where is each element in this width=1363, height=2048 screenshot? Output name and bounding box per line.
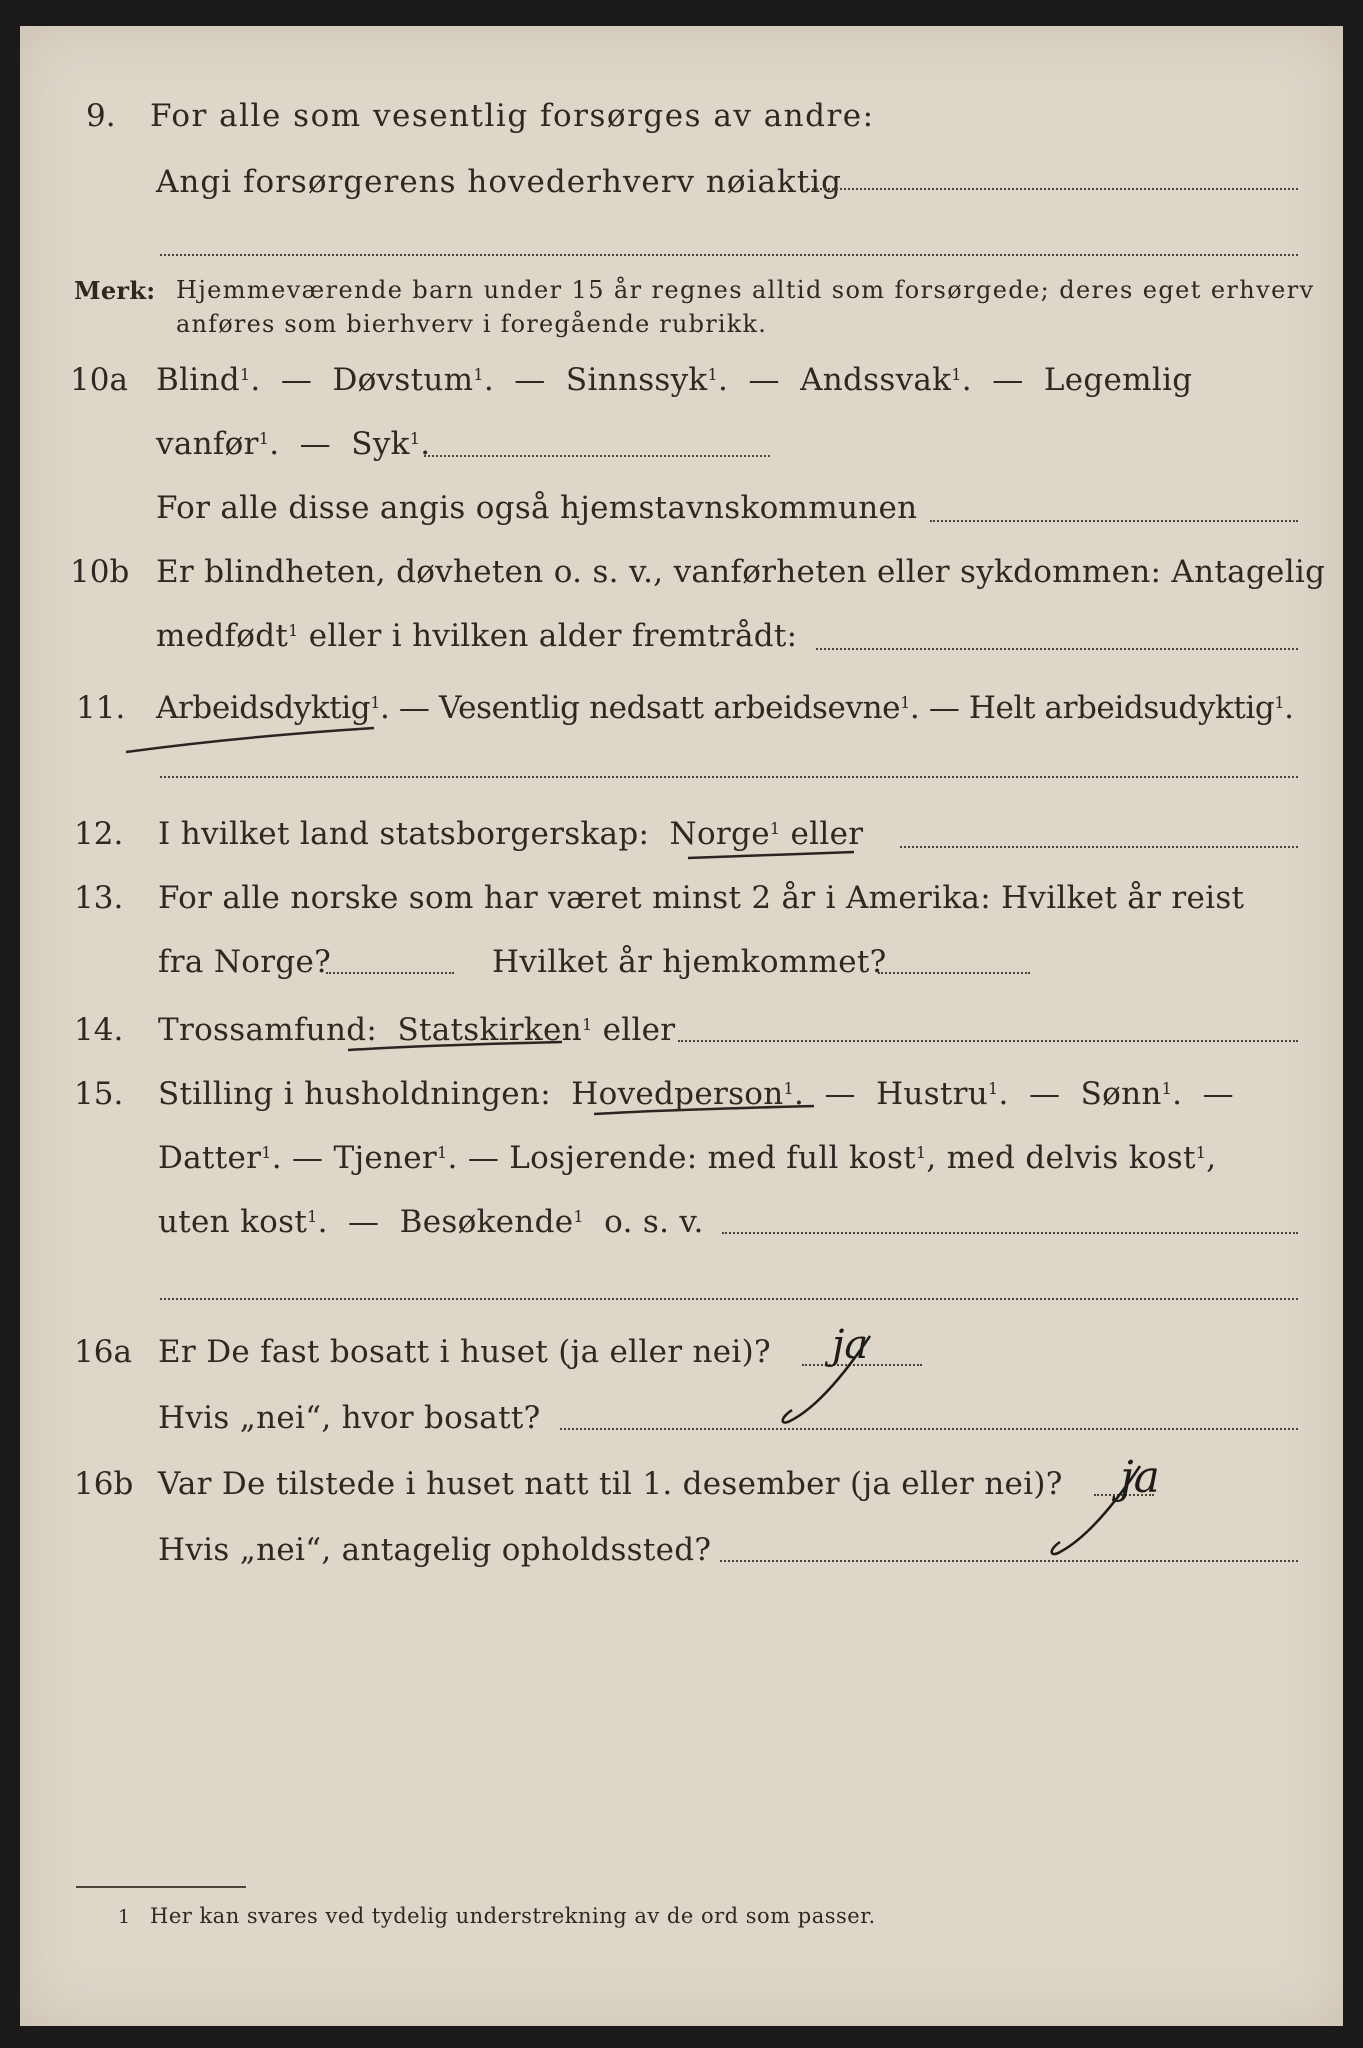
q16a-number: 16a [74, 1334, 132, 1370]
q10a-row2: vanfør$^1$. — Syk$^1$. [156, 426, 431, 462]
q10a-vanfor[interactable]: vanfør [156, 426, 259, 462]
q14-eller: eller [602, 1012, 676, 1048]
q13-line1: For alle norske som har været minst 2 år i Amerika: Hvilket år reist [158, 880, 1245, 916]
footnote-text: Her kan svares ved tydelig understrekning av de ord som passer. [150, 1904, 876, 1928]
q10b-line1: Er blindheten, døvheten o. s. v., vanførheten eller sykdommen: Antagelig [156, 554, 1326, 590]
q14-row: Trossamfund: Statskirken$^1$ eller [158, 1012, 676, 1048]
underline-arbeidsdyktig [126, 728, 374, 752]
q10a-syk[interactable]: Syk [351, 426, 410, 462]
q14-statskirken[interactable]: Statskirken [397, 1012, 582, 1048]
q14-text: Trossamfund: [158, 1012, 378, 1048]
q10b-line2: medfødt$^1$ eller i hvilken alder fremtrådt: [156, 618, 798, 654]
q10a-row1: Blind$^1$. — Døvstum$^1$. — Sinnssyk$^1$. — Andssvak$^1$. — Legemlig [156, 362, 1193, 398]
q15-uten[interactable]: uten kost [158, 1204, 308, 1240]
q10b-line2-rest: eller i hvilken alder fremtrådt: [308, 618, 798, 654]
merk-line2: anføres som bierhverv i foregående rubrikk. [176, 310, 768, 338]
q10a-row3: For alle disse angis også hjemstavnskommunen [156, 490, 918, 526]
stroke-16b [1052, 1466, 1140, 1554]
q10b-number: 10b [70, 554, 130, 590]
stroke-16a [783, 1336, 870, 1423]
q15-row2: Datter$^1$. — Tjener$^1$. — Losjerende: med full kost$^1$, med delvis kost$^1$, [158, 1140, 1217, 1176]
q15-hustru[interactable]: Hustru [876, 1076, 989, 1112]
q9-number: 9. [86, 98, 116, 134]
q12-text: I hvilket land statsborgerskap: [158, 816, 650, 852]
q15-row3: uten kost$^1$. — Besøkende$^1$ o. s. v. [158, 1204, 704, 1240]
q16b-line1: Var De tilstede i huset natt til 1. desember (ja eller nei)? [158, 1466, 1063, 1502]
q12-eller: eller [790, 816, 864, 852]
q12-row: I hvilket land statsborgerskap: Norge$^1$ eller [158, 816, 864, 852]
q16b-line2: Hvis „nei“, antagelig opholdssted? [158, 1532, 712, 1568]
q15-osv: o. s. v. [604, 1204, 704, 1240]
q12-number: 12. [74, 816, 124, 852]
q10a-dovstum[interactable]: Døvstum [332, 362, 474, 398]
underline-hovedperson [594, 1106, 814, 1114]
q15-datter[interactable]: Datter [158, 1140, 262, 1176]
q11-row: Arbeidsdyktig$^1$. — Vesentlig nedsatt arbeidsevne$^1$. — Helt arbeidsudyktig$^1$. [156, 690, 1294, 726]
q16b-number: 16b [74, 1466, 134, 1502]
q10a-number: 10a [70, 362, 128, 398]
q16b-answer: ja [1120, 1452, 1160, 1503]
q15-hovedperson[interactable]: Hovedperson [571, 1076, 784, 1112]
footnote-mark: 1 [118, 1906, 131, 1928]
q16a-line1: Er De fast bosatt i huset (ja eller nei)? [158, 1334, 771, 1370]
q10b-medfodt[interactable]: medfødt [156, 618, 289, 654]
q10a-sinnssyk[interactable]: Sinnssyk [565, 362, 708, 398]
q13-fra: fra Norge? [158, 944, 332, 980]
q13-hjem: Hvilket år hjemkommet? [492, 944, 887, 980]
q15-number: 15. [74, 1076, 124, 1112]
q15-text: Stilling i husholdningen: [158, 1076, 551, 1112]
q15-row1: Stilling i husholdningen: Hovedperson$^1$. — Hustru$^1$. — Sønn$^1$. — [158, 1076, 1234, 1112]
q12-norge[interactable]: Norge [669, 816, 770, 852]
q9-line1: For alle som vesentlig forsørges av andre: [150, 98, 875, 134]
q11-udyktig[interactable]: Helt arbeidsudyktig [968, 690, 1275, 726]
q15-tjener[interactable]: Tjener [333, 1140, 438, 1176]
q9-line2: Angi forsørgerens hovederhverv nøiaktig [156, 164, 842, 200]
q11-arbeidsdyktig[interactable]: Arbeidsdyktig [156, 690, 371, 726]
q11-nedsatt[interactable]: Vesentlig nedsatt arbeidsevne [438, 690, 901, 726]
q16a-answer: ja [832, 1322, 869, 1368]
q14-number: 14. [74, 1012, 124, 1048]
q15-losjerende: Losjerende: [509, 1140, 698, 1176]
form-page [20, 26, 1343, 2026]
merk-line1: Hjemmeværende barn under 15 år regnes alltid som forsørgede; deres eget erhverv [176, 276, 1315, 304]
underline-statskirken [348, 1042, 562, 1050]
pen-marks [20, 26, 1343, 2026]
q11-number: 11. [76, 690, 126, 726]
q10a-andssvak[interactable]: Andssvak [800, 362, 952, 398]
q15-medfull[interactable]: med full kost [707, 1140, 916, 1176]
underline-norge [688, 852, 854, 858]
merk-label: Merk: [74, 276, 156, 305]
q10a-blind[interactable]: Blind [156, 362, 240, 398]
q15-sonn[interactable]: Sønn [1080, 1076, 1162, 1112]
q13-number: 13. [74, 880, 124, 916]
q15-meddelvis[interactable]: med delvis kost [946, 1140, 1196, 1176]
q15-besokende[interactable]: Besøkende [399, 1204, 574, 1240]
q16a-line2: Hvis „nei“, hvor bosatt? [158, 1400, 541, 1436]
q10a-legemlig[interactable]: Legemlig [1043, 362, 1193, 398]
